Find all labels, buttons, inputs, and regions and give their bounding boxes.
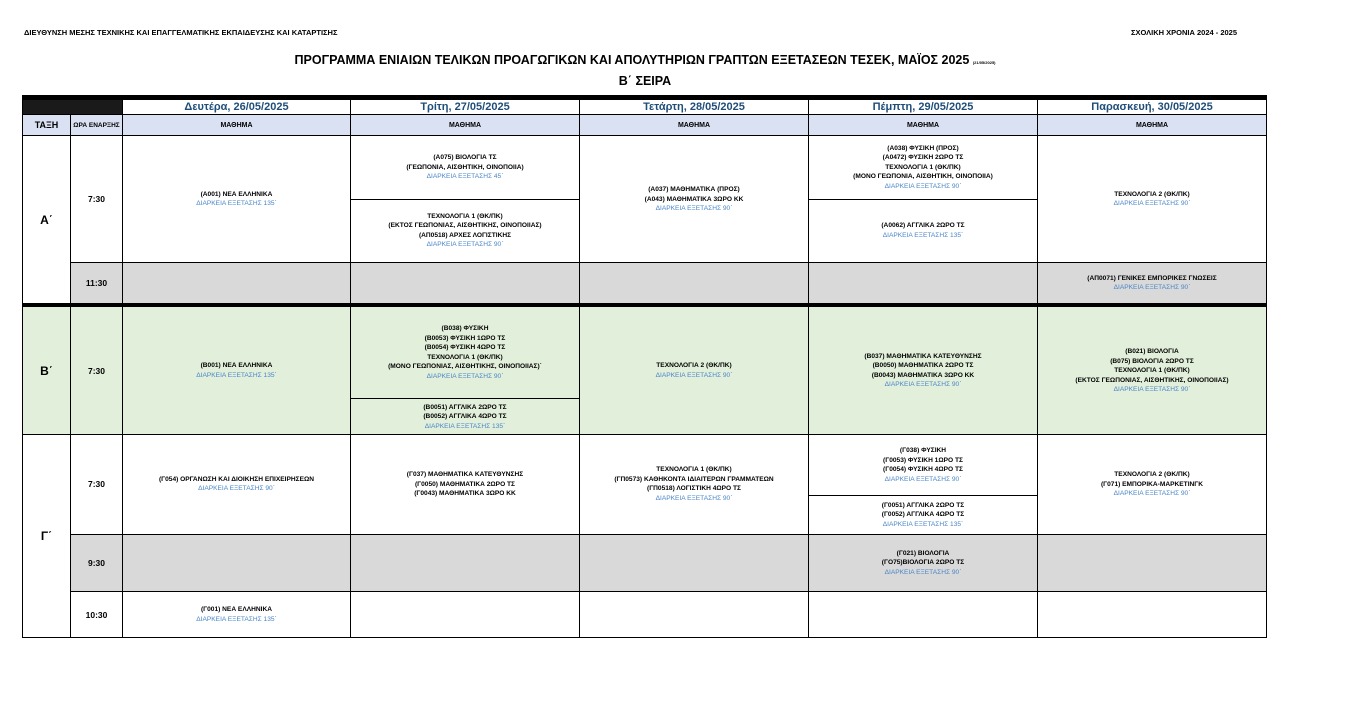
- day-header-mon: Δευτέρα, 26/05/2025: [123, 98, 351, 115]
- exam-cell-a-wed: (Α037) ΜΑΘΗΜΑΤΙΚΑ (ΠΡΟΣ) (Α043) ΜΑΘΗΜΑΤΙΚΑ 3ΩΡΟ ΚΚ ΔΙΑΡΚΕΙΑ ΕΞΕΤΑΣΗΣ 90΄: [580, 136, 809, 263]
- subject-header: ΜΑΘΗΜΑ: [580, 115, 809, 136]
- exam-cell-g-mon: (Γ054) ΟΡΓΑΝΩΣΗ ΚΑΙ ΔΙΟΙΚΗΣΗ ΕΠΙΧΕΙΡΗΣΕΩΝ ΔΙΑΡΚΕΙΑ ΕΞΕΤΑΣΗΣ 90΄: [123, 435, 351, 534]
- exam-cell-b-tue: (Β038) ΦΥΣΙΚΗ (Β0053) ΦΥΣΙΚΗ 1ΩΡΟ ΤΣ (Β0054) ΦΥΣΙΚΗ 4ΩΡΟ ΤΣ ΤΕΧΝΟΛΟΓΙΑ 1 (ΘΚ/ΠΚ) (ΜΟΝΟ ΓΕΩΠΟΝΙΑΣ, ΑΙΣΘΗΤΙΚΗΣ, ΟΙΝΟΠΟΙΙΑΣ)΄ ΔΙΑΡΚΕΙΑ ΕΞΕΤΑΣΗΣ 90΄ (Β0051) ΑΓΓΛΙΚΑ 2ΩΡΟ ΤΣ (Β0052) ΑΓΓΛΙΚΑ 4ΩΡΟ ΤΣ ΔΙΑΡΚΕΙΑ ΕΞΕΤΑΣΗΣ 135΄: [351, 305, 580, 435]
- day-header-thu: Πέμπτη, 29/05/2025: [809, 98, 1038, 115]
- directorate-header: ΔΙΕΥΘΥΝΣΗ ΜΕΣΗΣ ΤΕΧΝΙΚΗΣ ΚΑΙ ΕΠΑΓΓΕΛΜΑΤΙΚΗΣ ΕΚΠΑΙΔΕΥΣΗΣ ΚΑΙ ΚΑΤΑΡΤΙΣΗΣ: [24, 28, 338, 37]
- subject-header: ΜΑΘΗΜΑ: [351, 115, 580, 136]
- empty-cell: [580, 534, 809, 592]
- empty-cell: [1038, 592, 1267, 638]
- class-label-b: Β΄: [23, 305, 71, 435]
- start-time: 7:30: [71, 305, 123, 435]
- exam-cell-a-mon: (Α001) ΝΕΑ ΕΛΛΗΝΙΚΑ ΔΙΑΡΚΕΙΑ ΕΞΕΤΑΣΗΣ 135΄: [123, 136, 351, 263]
- exam-cell-a-fri-1130: (ΑΠ0071) ΓΕΝΙΚΕΣ ΕΜΠΟΡΙΚΕΣ ΓΝΩΣΕΙΣ ΔΙΑΡΚΕΙΑ ΕΞΕΤΑΣΗΣ 90΄: [1038, 263, 1267, 306]
- empty-cell: [351, 592, 580, 638]
- day-header-wed: Τετάρτη, 28/05/2025: [580, 98, 809, 115]
- corner-cell: [23, 98, 123, 115]
- title-date: (21/05/2025): [972, 60, 996, 65]
- exam-cell-b-fri: (Β021) ΒΙΟΛΟΓΙΑ (Β075) ΒΙΟΛΟΓΙΑ 2ΩΡΟ ΤΣ ΤΕΧΝΟΛΟΓΙΑ 1 (ΘΚ/ΠΚ) (ΕΚΤΟΣ ΓΕΩΠΟΝΙΑΣ, ΑΙΣΘΗΤΙΚΗΣ, ΟΙΝΟΠΟΙΙΑΣ) ΔΙΑΡΚΕΙΑ ΕΞΕΤΑΣΗΣ 90΄: [1038, 305, 1267, 435]
- exam-cell-g-thu-930: (Γ021) ΒΙΟΛΟΓΙΑ (ΓΟ75)ΒΙΟΛΟΓΙΑ 2ΩΡΟ ΤΣ ΔΙΑΡΚΕΙΑ ΕΞΕΤΑΣΗΣ 90΄: [809, 534, 1038, 592]
- day-header-fri: Παρασκευή, 30/05/2025: [1038, 98, 1267, 115]
- class-label-a: Α΄: [23, 136, 71, 305]
- exam-cell-g-wed: ΤΕΧΝΟΛΟΓΙΑ 1 (ΘΚ/ΠΚ) (ΓΠ0573) ΚΑΘΗΚΟΝΤΑ ΙΔΙΑΙΤΕΡΩΝ ΓΡΑΜΜΑΤΕΩΝ (ΓΠ0518) ΛΟΓΙΣΤΙΚΗ 4ΩΡΟ ΤΣ ΔΙΑΡΚΕΙΑ ΕΞΕΤΑΣΗΣ 90΄: [580, 435, 809, 534]
- exam-cell-g-mon-1030: (Γ001) ΝΕΑ ΕΛΛΗΝΙΚΑ ΔΙΑΡΚΕΙΑ ΕΞΕΤΑΣΗΣ 135΄: [123, 592, 351, 638]
- empty-cell: [123, 263, 351, 306]
- exam-cell-a-fri: ΤΕΧΝΟΛΟΓΙΑ 2 (ΘΚ/ΠΚ) ΔΙΑΡΚΕΙΑ ΕΞΕΤΑΣΗΣ 90΄: [1038, 136, 1267, 263]
- time-column-header: ΩΡΑ ΕΝΑΡΞΗΣ: [71, 115, 123, 136]
- empty-cell: [809, 592, 1038, 638]
- start-time: 11:30: [71, 263, 123, 306]
- empty-cell: [809, 263, 1038, 306]
- subject-header: ΜΑΘΗΜΑ: [809, 115, 1038, 136]
- page-subtitle: Β΄ ΣΕΙΡΑ: [618, 74, 672, 88]
- start-time: 10:30: [71, 592, 123, 638]
- empty-cell: [351, 263, 580, 306]
- page-title: ΠΡΟΓΡΑΜΜΑ ΕΝΙΑΙΩΝ ΤΕΛΙΚΩΝ ΠΡΟΑΓΩΓΙΚΩΝ ΚΑΙ ΑΠΟΛΥΤΗΡΙΩΝ ΓΡΑΠΤΩΝ ΕΞΕΤΑΣΕΩΝ ΤΕΣΕΚ, ΜΑΪΟΣ 2025 (21/05/2025): [294, 53, 996, 67]
- exam-cell-g-tue: (Γ037) ΜΑΘΗΜΑΤΙΚΑ ΚΑΤΕΥΘΥΝΣΗΣ (Γ0050) ΜΑΘΗΜΑΤΙΚΑ 2ΩΡΟ ΤΣ (Γ0043) ΜΑΘΗΜΑΤΙΚΑ 3ΩΡΟ ΚΚ: [351, 435, 580, 534]
- empty-cell: [580, 263, 809, 306]
- subject-header: ΜΑΘΗΜΑ: [123, 115, 351, 136]
- exam-cell-g-fri: ΤΕΧΝΟΛΟΓΙΑ 2 (ΘΚ/ΠΚ) (Γ071) ΕΜΠΟΡΙΚΑ-ΜΑΡΚΕΤΙΝΓΚ ΔΙΑΡΚΕΙΑ ΕΞΕΤΑΣΗΣ 90΄: [1038, 435, 1267, 534]
- empty-cell: [123, 534, 351, 592]
- class-label-g: Γ΄: [23, 435, 71, 638]
- school-year-header: ΣΧΟΛΙΚΗ ΧΡΟΝΙΑ 2024 - 2025: [1131, 28, 1238, 37]
- empty-cell: [351, 534, 580, 592]
- exam-cell-g-thu: (Γ038) ΦΥΣΙΚΗ (Γ0053) ΦΥΣΙΚΗ 1ΩΡΟ ΤΣ (Γ0054) ΦΥΣΙΚΗ 4ΩΡΟ ΤΣ ΔΙΑΡΚΕΙΑ ΕΞΕΤΑΣΗΣ 90΄ (Γ0051) ΑΓΓΛΙΚΑ 2ΩΡΟ ΤΣ (Γ0052) ΑΓΓΛΙΚΑ 4ΩΡΟ ΤΣ ΔΙΑΡΚΕΙΑ ΕΞΕΤΑΣΗΣ 135΄: [809, 435, 1038, 534]
- exam-cell-a-tue: (Α075) ΒΙΟΛΟΓΙΑ ΤΣ (ΓΕΩΠΟΝΙΑ, ΑΙΣΘΗΤΙΚΗ, ΟΙΝΟΠΟΙΙΑ) ΔΙΑΡΚΕΙΑ ΕΞΕΤΑΣΗΣ 45΄ ΤΕΧΝΟΛΟΓΙΑ 1 (ΘΚ/ΠΚ) (ΕΚΤΟΣ ΓΕΩΠΟΝΙΑΣ, ΑΙΣΘΗΤΙΚΗΣ, ΟΙΝΟΠΟΙΙΑΣ) (ΑΠ0518) ΑΡΧΕΣ ΛΟΓΙΣΤΙΚΗΣ ΔΙΑΡΚΕΙΑ ΕΞΕΤΑΣΗΣ 90΄: [351, 136, 580, 263]
- exam-cell-a-thu: (Α038) ΦΥΣΙΚΗ (ΠΡΟΣ) (Α0472) ΦΥΣΙΚΗ 2ΩΡΟ ΤΣ ΤΕΧΝΟΛΟΓΙΑ 1 (ΘΚ/ΠΚ) (ΜΟΝΟ ΓΕΩΠΟΝΙΑ, ΑΙΣΘΗΤΙΚΗ, ΟΙΝΟΠΟΙΙΑ) ΔΙΑΡΚΕΙΑ ΕΞΕΤΑΣΗΣ 90΄ (Α0062) ΑΓΓΛΙΚΑ 2ΩΡΟ ΤΣ ΔΙΑΡΚΕΙΑ ΕΞΕΤΑΣΗΣ 135΄: [809, 136, 1038, 263]
- day-header-tue: Τρίτη, 27/05/2025: [351, 98, 580, 115]
- start-time: 7:30: [71, 136, 123, 263]
- exam-cell-b-mon: (Β001) ΝΕΑ ΕΛΛΗΝΙΚΑ ΔΙΑΡΚΕΙΑ ΕΞΕΤΑΣΗΣ 135΄: [123, 305, 351, 435]
- empty-cell: [580, 592, 809, 638]
- exam-schedule-table: [22, 95, 1267, 638]
- class-column-header: ΤΑΞΗ: [23, 115, 71, 136]
- start-time: 9:30: [71, 534, 123, 592]
- exam-cell-b-wed: ΤΕΧΝΟΛΟΓΙΑ 2 (ΘΚ/ΠΚ) ΔΙΑΡΚΕΙΑ ΕΞΕΤΑΣΗΣ 90΄: [580, 305, 809, 435]
- empty-cell: [1038, 534, 1267, 592]
- exam-cell-b-thu: (Β037) ΜΑΘΗΜΑΤΙΚΑ ΚΑΤΕΥΘΥΝΣΗΣ (Β0050) ΜΑΘΗΜΑΤΙΚΑ 2ΩΡΟ ΤΣ (Β0043) ΜΑΘΗΜΑΤΙΚΑ 3ΩΡΟ ΚΚ ΔΙΑΡΚΕΙΑ ΕΞΕΤΑΣΗΣ 90΄: [809, 305, 1038, 435]
- subject-header: ΜΑΘΗΜΑ: [1038, 115, 1267, 136]
- start-time: 7:30: [71, 435, 123, 534]
